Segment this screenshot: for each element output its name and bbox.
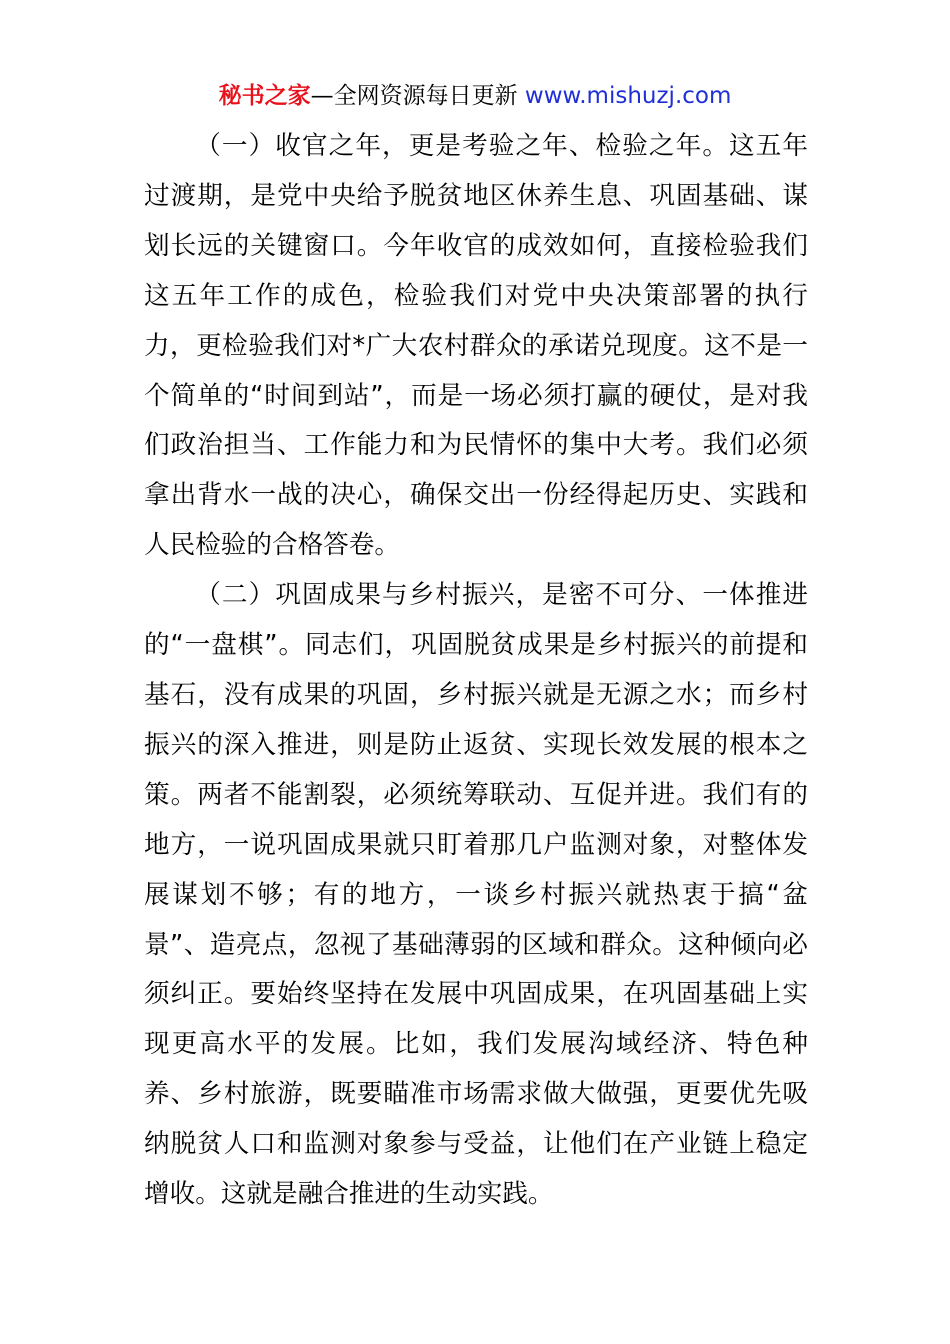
site-tagline: —全网资源每日更新 <box>310 83 518 109</box>
document-body <box>144 122 808 1220</box>
site-url-link[interactable]: www.mishuzj.com <box>524 83 732 109</box>
paragraph-2: （二）巩固成果与乡村振兴，是密不可分、一体推进的“一盘棋”。同志们，巩固脱贫成果是乡村振兴的前提和基石，没有成果的巩固，乡村振兴就是无源之水；而乡村振兴的深入推进，则是防止返贫、实现长效发展的根本之策。两者不能割裂，必须统筹联动、互促并进。我们有的地方，一说巩固成果就只盯着那几户监测对象，对整体发展谋划不够；有的地方，一谈乡村振兴就热衷于搞“盆景”、造亮点，忽视了基础薄弱的区域和群众。这种倾向必须纠正。要始终坚持在发展中巩固成果，在巩固基础上实现更高水平的发展。比如，我们发展沟域经济、特色种养、乡村旅游，既要瞄准市场需求做大做强，更要优先吸纳脱贫人口和监测对象参与受益，让他们在产业链上稳定增收。这就是融合推进的生动实践。 <box>144 580 808 1210</box>
site-brand: 秘书之家 <box>218 83 311 109</box>
page-header <box>0 80 950 112</box>
paragraph-1: （一）收官之年，更是考验之年、检验之年。这五年过渡期，是党中央给予脱贫地区休养生息、巩固基础、谋划长远的关键窗口。今年收官的成效如何，直接检验我们这五年工作的成色，检验我们对党中央决策部署的执行力，更检验我们对*广大农村群众的承诺兑现度。这不是一个简单的“时间到站”，而是一场必须打赢的硬仗，是对我们政治担当、工作能力和为民情怀的集中大考。我们必须拿出背水一战的决心，确保交出一份经得起历史、实践和人民检验的合格答卷。 <box>144 131 808 561</box>
